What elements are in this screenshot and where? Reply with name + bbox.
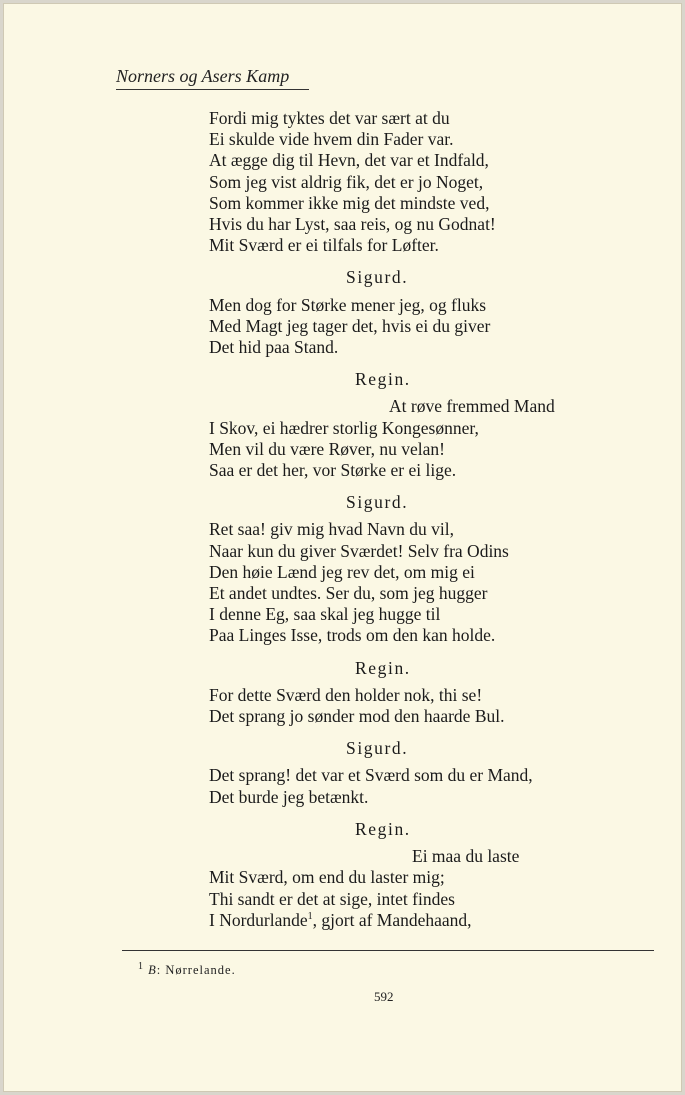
verse-line: Det burde jeg betænkt.: [209, 786, 369, 807]
verse-line: Men dog for Størke mener jeg, og fluks: [209, 294, 487, 315]
verse-line: Det sprang! det var et Sværd som du er Mand,: [209, 765, 533, 786]
verse-line: Thi sandt er det at sige, intet findes: [209, 888, 455, 909]
footnote-marker: 1: [138, 960, 144, 972]
footnote-rule: [122, 950, 654, 951]
verse-line: For dette Sværd den holder nok, thi se!: [209, 684, 483, 705]
verse-line: Saa er det her, vor Størke er ei lige.: [209, 460, 457, 481]
verse-line: Hvis du har Lyst, saa reis, og nu Godnat!: [209, 214, 496, 235]
verse-line: Naar kun du giver Sværdet! Selv fra Odins: [209, 540, 509, 561]
page-number: 592: [374, 989, 394, 1004]
footnote-source-abbr: B: [148, 963, 157, 977]
verse-line: At røve fremmed Mand: [389, 396, 555, 417]
running-title-rule: [116, 89, 309, 90]
verse-line: Paa Linges Isse, trods om den kan holde.: [209, 625, 496, 646]
verse-line: Ei maa du laste: [412, 846, 520, 867]
verse-line: Som jeg vist aldrig fik, det er jo Noget,: [209, 171, 484, 192]
verse-line: Med Magt jeg tager det, hvis ei du giver: [209, 315, 491, 336]
speaker-name: Sigurd.: [346, 738, 409, 759]
verse-line: I denne Eg, saa skal jeg hugge til: [209, 604, 441, 625]
speaker-name: Regin.: [355, 818, 411, 839]
speaker-name: Sigurd.: [346, 267, 409, 288]
verse-text: [209, 108, 629, 931]
verse-line: Men vil du være Røver, nu velan!: [209, 438, 445, 459]
footnote: [138, 960, 236, 978]
verse-line: Som kommer ikke mig det mindste ved,: [209, 192, 490, 213]
speaker-name: Regin.: [355, 657, 411, 678]
verse-line: [209, 910, 629, 931]
verse-line: Det sprang jo sønder mod den haarde Bul.: [209, 706, 505, 727]
footnote-text: : Nørrelande.: [156, 963, 236, 977]
speaker-name: Sigurd.: [346, 492, 409, 513]
verse-line-part: I Nordurlande: [209, 909, 308, 930]
running-title: Norners og Asers Kamp: [116, 66, 290, 86]
verse-line: Det hid paa Stand.: [209, 337, 339, 358]
verse-line-part: , gjort af Mandehaand,: [312, 909, 472, 930]
footnote-reference: 1: [307, 910, 313, 922]
verse-line: Et andet undtes. Ser du, som jeg hugger: [209, 583, 488, 604]
book-page: [3, 3, 682, 1092]
verse-line: Fordi mig tyktes det var sært at du: [209, 108, 450, 128]
verse-line: Mit Sværd er ei tilfals for Løfter.: [209, 235, 439, 256]
verse-line: I Skov, ei hædrer storlig Kongesønner,: [209, 417, 479, 438]
verse-line: Ret saa! giv mig hvad Navn du vil,: [209, 519, 454, 540]
verse-line: At ægge dig til Hevn, det var et Indfald,: [209, 150, 489, 171]
verse-line: Ei skulde vide hvem din Fader var.: [209, 129, 454, 150]
speaker-name: Regin.: [355, 369, 411, 390]
verse-line: Mit Sværd, om end du laster mig;: [209, 867, 445, 888]
verse-line: Den høie Lænd jeg rev det, om mig ei: [209, 561, 475, 582]
